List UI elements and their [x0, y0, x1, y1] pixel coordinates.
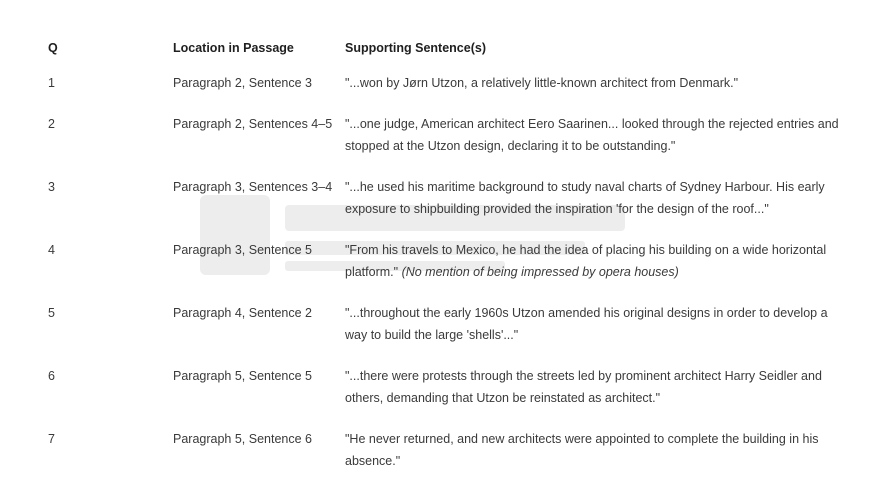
question-number: 7: [48, 432, 55, 446]
supporting-sentence: [345, 292, 883, 355]
table-row: [0, 355, 883, 418]
sentence-text: "...one judge, American architect Eero Saarinen... looked through the rejected entries and stopped at the Utzon design, declaring it to be outstanding.": [345, 117, 839, 153]
header-location: Location in Passage: [173, 41, 294, 55]
passage-location: Paragraph 5, Sentence 6: [173, 432, 312, 446]
supporting-sentence: [345, 166, 883, 229]
question-number: 2: [48, 117, 55, 131]
supporting-sentence: [345, 103, 883, 166]
table-row: [0, 418, 883, 481]
table-row: [0, 103, 883, 166]
supporting-sentence: [345, 418, 883, 481]
question-number: 5: [48, 306, 55, 320]
passage-location: Paragraph 3, Sentence 5: [173, 243, 312, 257]
sentence-text: "...he used his maritime background to study naval charts of Sydney Harbour. His early exposure to shipbuilding provided the inspiration 'for the design of the roof...": [345, 180, 825, 216]
sentence-text: "...there were protests through the streets led by prominent architect Harry Seidler and others, demanding that Utzon be reinstated as architect.": [345, 369, 822, 405]
sentence-text: "...won by Jørn Utzon, a relatively little-known architect from Denmark.": [345, 76, 739, 90]
supporting-sentence: [345, 355, 883, 418]
sentence-text: "He never returned, and new architects were appointed to complete the building in his absence.": [345, 432, 819, 468]
passage-location: Paragraph 4, Sentence 2: [173, 306, 312, 320]
supporting-sentence: [345, 62, 883, 103]
table-row: [0, 166, 883, 229]
passage-location: Paragraph 2, Sentence 3: [173, 76, 312, 90]
question-number: 4: [48, 243, 55, 257]
supporting-sentence: [345, 229, 883, 292]
table-row: [0, 62, 883, 103]
table-row: [0, 229, 883, 292]
header-supporting-sentences: Supporting Sentence(s): [345, 41, 486, 55]
sentence-note: (No mention of being impressed by opera houses): [401, 265, 679, 279]
header-question: Q: [48, 41, 58, 55]
table-header-row: [0, 0, 883, 62]
question-number: 1: [48, 76, 55, 90]
sentence-text: "From his travels to Mexico, he had the idea of placing his building on a wide horizontal platform.": [345, 243, 827, 279]
passage-location: Paragraph 2, Sentences 4–5: [173, 117, 333, 131]
question-number: 3: [48, 180, 55, 194]
sentence-text: "...throughout the early 1960s Utzon amended his original designs in order to develop a way to build the large 'shells'...": [345, 306, 828, 342]
passage-location: Paragraph 5, Sentence 5: [173, 369, 312, 383]
question-number: 6: [48, 369, 55, 383]
table-row: [0, 292, 883, 355]
passage-location: Paragraph 3, Sentences 3–4: [173, 180, 333, 194]
